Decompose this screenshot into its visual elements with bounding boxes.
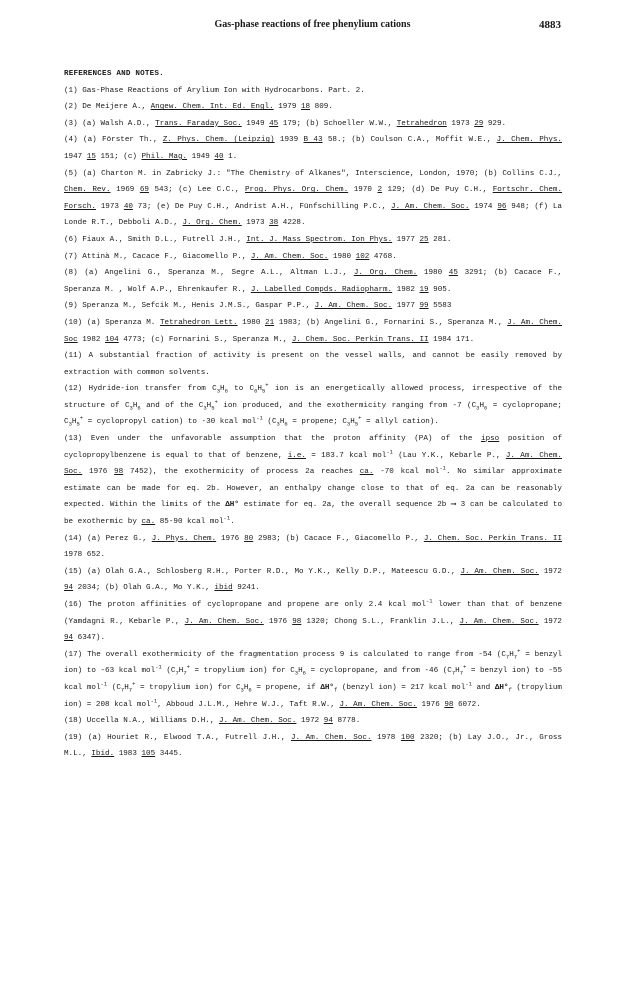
reference-text: estimate for eq. 2a, the overall sequence 2b: [238, 501, 452, 510]
journal-citation-text: J. Am. Chem. Soc.: [314, 302, 393, 311]
reference-number: (14): [64, 534, 83, 543]
reference-text: 9241.: [232, 584, 260, 593]
reference-text: 5: [261, 387, 266, 395]
reference-item: [64, 265, 562, 298]
reference-text: 7: [459, 669, 463, 677]
reference-number: (5): [64, 169, 78, 178]
reference-text: ⟶: [451, 501, 456, 510]
journal-citation-text: J. Phys. Chem.: [151, 534, 217, 543]
reference-text: 1978: [371, 733, 401, 742]
reference-text: to C: [227, 385, 255, 394]
reference-text: 1973: [95, 202, 124, 211]
reference-text: 1972: [538, 617, 562, 626]
reference-text: (a) Houriet R., Elwood T.A., Futrell J.H.,: [87, 733, 291, 742]
reference-text: 2034; (b) Olah G.A., Mo Y.K.,: [73, 584, 215, 593]
reference-text: (C: [262, 418, 277, 427]
reference-text: 1320; Chong S.L., Franklin J.L.,: [301, 617, 460, 626]
reference-text: 929.: [483, 119, 507, 128]
reference-item: [64, 713, 562, 730]
reference-text: 6: [284, 420, 288, 428]
reference-text: 1949: [241, 119, 270, 128]
journal-citation-text: J. Org. Chem.: [353, 269, 418, 278]
reference-text: 3: [68, 420, 72, 428]
reference-text: 1980: [237, 318, 266, 327]
journal-citation-text: Chem. Rev.: [64, 186, 111, 195]
reference-number: (3): [64, 119, 78, 128]
reference-text: -1: [155, 663, 162, 671]
reference-number: (17): [64, 650, 83, 659]
reference-text: 6347).: [73, 634, 106, 643]
reference-text: 4773; (c) Fornarini S., Speranza M.,: [118, 335, 292, 344]
journal-citation-text: J. Am. Chem. Soc.: [64, 451, 562, 477]
reference-text: H: [479, 401, 485, 410]
reference-item: [64, 647, 562, 713]
reference-text: H: [455, 667, 460, 676]
reference-text: 1980: [417, 269, 449, 278]
reference-text: H: [124, 683, 129, 692]
reference-text: ΔH°: [225, 501, 239, 510]
journal-citation-text: 21: [265, 318, 275, 327]
reference-text: +: [186, 663, 190, 671]
reference-text: 1973: [241, 219, 270, 228]
journal-citation-text: 25: [419, 235, 429, 244]
reference-text: 5: [354, 420, 359, 428]
reference-text: 1976: [82, 468, 115, 477]
journal-citation-text: ca.: [141, 518, 156, 527]
reference-text: 1.: [223, 152, 238, 161]
reference-text: 7: [175, 669, 179, 677]
reference-text: -1: [256, 414, 263, 422]
reference-text: 179; (b) Schoeller W.W.,: [278, 119, 397, 128]
page-number: 4883: [539, 19, 561, 31]
reference-text: 6: [254, 387, 258, 395]
reference-text: 1976: [416, 700, 445, 709]
reference-text: 1973: [446, 119, 475, 128]
reference-text: 3291; (b) Cacace F., Speranza M. , Wolf A.P., Ehrenkaufer R.,: [64, 269, 562, 294]
reference-text: (C: [161, 667, 176, 676]
reference-text: +: [79, 414, 84, 422]
journal-citation-text: ipso: [481, 435, 500, 444]
journal-citation-text: 19: [419, 285, 429, 294]
references-section: [64, 66, 562, 763]
reference-item: [64, 116, 562, 133]
reference-text: Attinà M., Cacace F., Giacomello P.,: [82, 252, 251, 261]
journal-citation-text: Angew. Chem. Int. Ed. Engl.: [150, 103, 274, 112]
reference-text: 6: [248, 686, 252, 694]
reference-text: 4768.: [369, 252, 397, 261]
journal-citation-text: J. Am. Chem. Soc.: [290, 733, 372, 742]
reference-text: 1984 171.: [428, 335, 475, 344]
journal-citation-text: J. Am. Chem. Soc.: [218, 717, 297, 726]
reference-text: (tropylium ion) = 208 kcal mol: [64, 683, 562, 709]
reference-text: Uccella N.A., Williams D.H.,: [86, 717, 219, 726]
journal-citation-text: 38: [269, 219, 279, 228]
reference-text: (a) Angelini G., Speranza M., Segre A.L., Altman L.J.,: [84, 269, 354, 278]
journal-citation-text: ibid: [214, 584, 233, 593]
reference-item: [64, 730, 562, 763]
reference-text: H: [279, 418, 285, 427]
journal-citation-text: 94: [323, 717, 333, 726]
journal-citation-text: J. Org. Chem.: [182, 219, 242, 228]
reference-text: . No similar approximate estimate can be made for eq. 2b. However, an enthalpy change close to that of eq. 2a can be reasonably expected. Within the limits of the: [64, 468, 563, 510]
journal-citation-text: 40: [214, 152, 224, 161]
journal-citation-text: 99: [419, 302, 429, 311]
reference-text: 7452), the exothermicity of process 2a reaches: [123, 468, 360, 477]
reference-text: 6072.: [453, 700, 481, 709]
reference-number: (18): [64, 717, 83, 726]
reference-item: [64, 249, 562, 266]
reference-text: Speranza M., Sefcik M., Henis J.M.S., Gaspar P.P.,: [82, 302, 315, 311]
reference-text: +: [517, 647, 521, 655]
reference-text: -1: [439, 464, 446, 472]
journal-citation-text: Fortschr. Chem. Forsch.: [64, 186, 563, 211]
reference-text: +: [265, 381, 269, 389]
reference-text: 6: [484, 404, 488, 412]
reference-text: (a) Förster Th.,: [83, 136, 163, 145]
page-header: [64, 19, 561, 33]
reference-text: (a) Walsh A.D.,: [82, 119, 156, 128]
journal-citation-text: Tetrahedron Lett.: [159, 318, 238, 327]
reference-text: 3: [276, 420, 280, 428]
reference-number: (15): [64, 567, 83, 576]
reference-text: 3: [346, 420, 351, 428]
reference-text: -1: [425, 597, 433, 605]
reference-text: H: [178, 667, 184, 676]
reference-text: 3: [129, 404, 133, 412]
reference-text: 5: [211, 404, 215, 412]
journal-citation-text: 29: [474, 119, 484, 128]
reference-text: 6: [224, 387, 228, 395]
journal-citation-text: B 43: [303, 136, 323, 145]
journal-citation-text: 94: [64, 584, 74, 593]
journal-citation-text: Int. J. Mass Spectrom. Ion Phys.: [246, 235, 393, 244]
reference-text: 85-90 kcal mol: [155, 518, 224, 527]
reference-text: 1976: [216, 534, 245, 543]
reference-text: and of the C: [140, 401, 204, 410]
reference-text: 1978 652.: [64, 551, 106, 560]
reference-text: 129; (d) De Puy C.H.,: [382, 186, 493, 195]
journal-citation-text: 80: [244, 534, 254, 543]
reference-text: H: [132, 401, 138, 410]
reference-text: -1: [100, 680, 108, 688]
reference-text: 3: [216, 387, 221, 395]
reference-text: ion produced, and the exothermicity ranging from -7 (C: [217, 401, 477, 410]
reference-item: [64, 564, 562, 597]
reference-text: A substantial fraction of activity is present on the vessel walls, and cannot be easily removed by extraction with common solvents.: [64, 352, 562, 377]
reference-text: H: [298, 667, 303, 676]
reference-text: = 183.7 kcal mol: [305, 451, 387, 460]
journal-citation-text: Trans. Faraday Soc.: [155, 119, 242, 128]
reference-text: = propene; C: [287, 418, 347, 427]
reference-number: (19): [64, 733, 83, 742]
journal-citation-text: 104: [105, 335, 119, 344]
running-title: Gas-phase reactions of free phenylium cations: [214, 19, 411, 30]
reference-text: 6: [302, 669, 306, 677]
reference-text: -1: [386, 448, 393, 456]
journal-citation-text: J. Am. Chem. Soc.: [339, 700, 417, 709]
reference-text: (a) Olah G.A., Schlosberg R.H., Porter R.D., Mo Y.K., Kelly D.P., Mateescu G.D.,: [87, 567, 461, 576]
reference-text: H: [257, 385, 262, 394]
reference-text: 3445.: [155, 750, 183, 759]
reference-number: (8): [64, 269, 78, 278]
reference-text: H: [206, 401, 212, 410]
journal-citation-text: J. Labelled Compds. Radiopharm.: [250, 285, 393, 294]
reference-text: 1970: [348, 186, 378, 195]
reference-text: The overall exothermicity of the fragmentation process 9 is calculated to range from -54 (C: [87, 650, 506, 659]
reference-text: +: [463, 663, 467, 671]
reference-number: (11): [64, 352, 83, 361]
journal-citation-text: J. Am. Chem. Soc.: [184, 617, 264, 626]
reference-text: 7: [513, 653, 518, 661]
reference-text: (a) Perez G.,: [87, 534, 152, 543]
reference-list: [64, 83, 562, 763]
reference-text: = allyl cation).: [361, 418, 439, 427]
reference-text: = propene, if: [251, 683, 321, 692]
reference-text: 151; (c): [95, 152, 142, 161]
reference-text: f: [333, 686, 338, 694]
reference-number: (12): [64, 385, 83, 394]
reference-text: H: [71, 418, 77, 427]
reference-text: 7: [183, 669, 187, 677]
reference-item: [64, 166, 562, 232]
reference-number: (13): [64, 435, 83, 444]
journal-citation-text: 98: [114, 468, 124, 477]
reference-text: (C: [107, 683, 121, 692]
reference-text: Hydride-ion transfer from C: [88, 385, 217, 394]
reference-text: 2983; (b) Cacace F., Giacomello P.,: [253, 534, 424, 543]
reference-text: -1: [223, 514, 231, 522]
reference-text: f: [508, 686, 512, 694]
reference-text: 1977: [392, 302, 420, 311]
journal-citation-text: 69: [139, 186, 149, 195]
reference-text: 5: [76, 420, 80, 428]
journal-citation-text: 94: [64, 634, 74, 643]
reference-item: [64, 99, 562, 116]
reference-text: 6: [137, 404, 141, 412]
reference-text: +: [358, 414, 362, 422]
reference-item: [64, 431, 562, 531]
reference-text: lower than that of benzene (Yamdagni R., Kebarle P.,: [64, 601, 563, 626]
reference-text: 58.; (b) Coulson C.A., Moffit W.E.,: [322, 136, 497, 145]
reference-text: Gas-Phase Reactions of Arylium Ion with Hydrocarbons. Part. 2.: [82, 86, 365, 95]
reference-text: 948; (f) La Londe R.T., Debboli A.D.,: [64, 202, 562, 228]
reference-text: Even under the unfavorable assumption that the proton affinity (PA) of the: [90, 435, 482, 444]
reference-number: (2): [64, 103, 78, 112]
journal-citation-text: 40: [123, 202, 133, 211]
reference-text: 1969: [110, 186, 140, 195]
reference-text: 7: [120, 686, 125, 694]
reference-text: 1982: [77, 335, 106, 344]
reference-text: 1980: [328, 252, 356, 261]
reference-text: = tropylium ion) for C: [189, 667, 295, 676]
reference-text: 543; (c) Lee C.C.,: [148, 186, 245, 195]
reference-text: H: [220, 385, 225, 394]
reference-text: = cyclopropane, and from -46 (C: [305, 667, 452, 676]
reference-text: 905.: [428, 285, 452, 294]
reference-item: [64, 315, 562, 348]
reference-text: -70 kcal mol: [373, 468, 440, 477]
reference-text: 5583: [428, 302, 452, 311]
reference-text: 1983; (b) Angelini G., Fornarini S., Speranza M.,: [274, 318, 508, 327]
reference-number: (1): [64, 86, 78, 95]
reference-item: [64, 232, 562, 249]
reference-text: (Lau Y.K., Kebarle P.,: [392, 451, 506, 460]
reference-text: 1982: [392, 285, 420, 294]
reference-number: (7): [64, 252, 78, 261]
journal-citation-text: 96: [497, 202, 507, 211]
reference-text: Fiaux A., Smith D.L., Futrell J.H.,: [82, 235, 247, 244]
reference-text: 1947: [64, 152, 87, 161]
reference-text: 1939: [274, 136, 304, 145]
reference-text: (benzyl ion) = 217 kcal mol: [337, 683, 466, 692]
reference-text: 3 can be calculated to be exothermic by: [64, 501, 563, 527]
journal-citation-text: 105: [141, 750, 156, 759]
journal-citation-text: J. Am. Chem. Soc.: [250, 252, 329, 261]
reference-text: 1974: [469, 202, 498, 211]
reference-text: De Meijere A.,: [82, 103, 151, 112]
reference-text: -1: [150, 697, 158, 705]
reference-text: H: [243, 683, 249, 692]
journal-citation-text: J. Chem. Soc. Perkin Trans. II: [291, 335, 429, 344]
reference-text: = benzyl ion) to -55 kcal mol: [64, 667, 563, 692]
reference-text: -1: [465, 680, 472, 688]
reference-text: 3: [476, 404, 480, 412]
reference-text: 281.: [428, 235, 452, 244]
journal-citation-text: Phil. Mag.: [141, 152, 188, 161]
reference-text: (a) Speranza M.: [86, 318, 160, 327]
reference-text: The proton affinities of cyclopropane and propene are only 2.4 kcal mol: [88, 601, 426, 609]
reference-text: 4228.: [278, 219, 306, 228]
reference-text: 7: [451, 669, 456, 677]
journal-citation-text: J. Chem. Phys.: [496, 136, 562, 145]
reference-number: (6): [64, 235, 78, 244]
journal-citation-text: Prog. Phys. Org. Chem.: [244, 186, 349, 195]
journal-citation-text: ca.: [359, 468, 374, 477]
reference-text: ion is an energetically allowed process, irrespective of the structure of C: [64, 385, 562, 410]
journal-citation-text: 2: [377, 186, 383, 195]
reference-text: = tropylium ion) for C: [135, 683, 241, 692]
reference-text: 1983: [114, 750, 142, 759]
reference-text: position of cyclopropylbenzene is equal to that of benzene,: [64, 435, 563, 460]
reference-text: +: [214, 398, 218, 406]
reference-text: ΔH°: [494, 683, 509, 692]
journal-citation-text: J. Am. Chem. Soc.: [460, 567, 539, 576]
reference-text: , Abboud J.L.M., Hehre W.J., Taft R.W.,: [157, 700, 340, 709]
reference-text: 7: [505, 653, 510, 661]
journal-citation-text: Z. Phys. Chem. (Leipzig): [162, 136, 275, 145]
reference-text: 8778.: [332, 717, 361, 726]
reference-text: and: [471, 683, 495, 692]
journal-citation-text: 45: [448, 269, 458, 278]
reference-item: [64, 531, 562, 564]
journal-citation-text: 15: [86, 152, 96, 161]
journal-citation-text: J. Am. Chem. Soc.: [391, 202, 470, 211]
reference-text: 73; (e) De Puy C.H., Andrist A.H., Fünfschilling P.C.,: [132, 202, 392, 211]
reference-number: (9): [64, 302, 78, 311]
reference-number: (16): [64, 601, 83, 609]
reference-text: +: [132, 680, 136, 688]
journal-citation-text: 98: [292, 617, 302, 626]
reference-text: 7: [128, 686, 133, 694]
reference-text: = cyclopropane; C: [64, 401, 562, 427]
reference-text: = cyclopropyl cation) to -30 kcal mol: [83, 418, 257, 427]
reference-text: H: [350, 418, 355, 427]
reference-text: 3: [203, 404, 207, 412]
journal-citation-text: J. Chem. Soc. Perkin Trans. II: [423, 534, 562, 543]
reference-item: [64, 348, 562, 381]
journal-citation-text: 100: [400, 733, 415, 742]
reference-item: [64, 381, 562, 431]
reference-text: H: [509, 650, 514, 659]
reference-item: [64, 132, 562, 165]
reference-text: 1976: [263, 617, 293, 626]
reference-item: [64, 298, 562, 315]
reference-text: 3: [240, 686, 244, 694]
reference-number: (10): [64, 318, 83, 327]
reference-text: 1979: [273, 103, 301, 112]
reference-number: (4): [64, 136, 78, 145]
reference-text: = benzyl ion) to -63 kcal mol: [64, 650, 563, 676]
journal-citation-text: Tetrahedron: [396, 119, 447, 128]
reference-text: 3: [294, 669, 299, 677]
journal-citation-text: J. Am. Chem. Soc.: [459, 617, 539, 626]
reference-text: 2320; (b) Lay J.O., Jr., Gross M.L.,: [64, 733, 562, 759]
reference-text: .: [230, 518, 235, 527]
journal-citation-text: 45: [269, 119, 279, 128]
reference-text: 1949: [187, 152, 215, 161]
reference-item: [64, 83, 562, 100]
reference-text: 1972: [538, 567, 562, 576]
section-heading: REFERENCES AND NOTES.: [64, 70, 164, 78]
reference-text: ΔH°: [320, 683, 334, 692]
reference-text: 1977: [392, 235, 420, 244]
journal-citation-text: i.e.: [287, 451, 306, 460]
journal-citation-text: J. Am. Chem. Soc: [64, 318, 562, 344]
journal-citation-text: 98: [444, 700, 454, 709]
reference-item: [64, 597, 562, 647]
reference-text: 1972: [296, 717, 324, 726]
reference-text: 809.: [310, 103, 333, 112]
journal-citation-text: 18: [300, 103, 311, 112]
journal-citation-text: Ibid.: [91, 750, 115, 759]
reference-text: (a) Charton M. in Zabricky J.: "The Chemistry of Alkanes", Interscience, London, 1970; (b) Collins C.J.,: [82, 169, 562, 178]
journal-citation-text: 102: [355, 252, 370, 261]
